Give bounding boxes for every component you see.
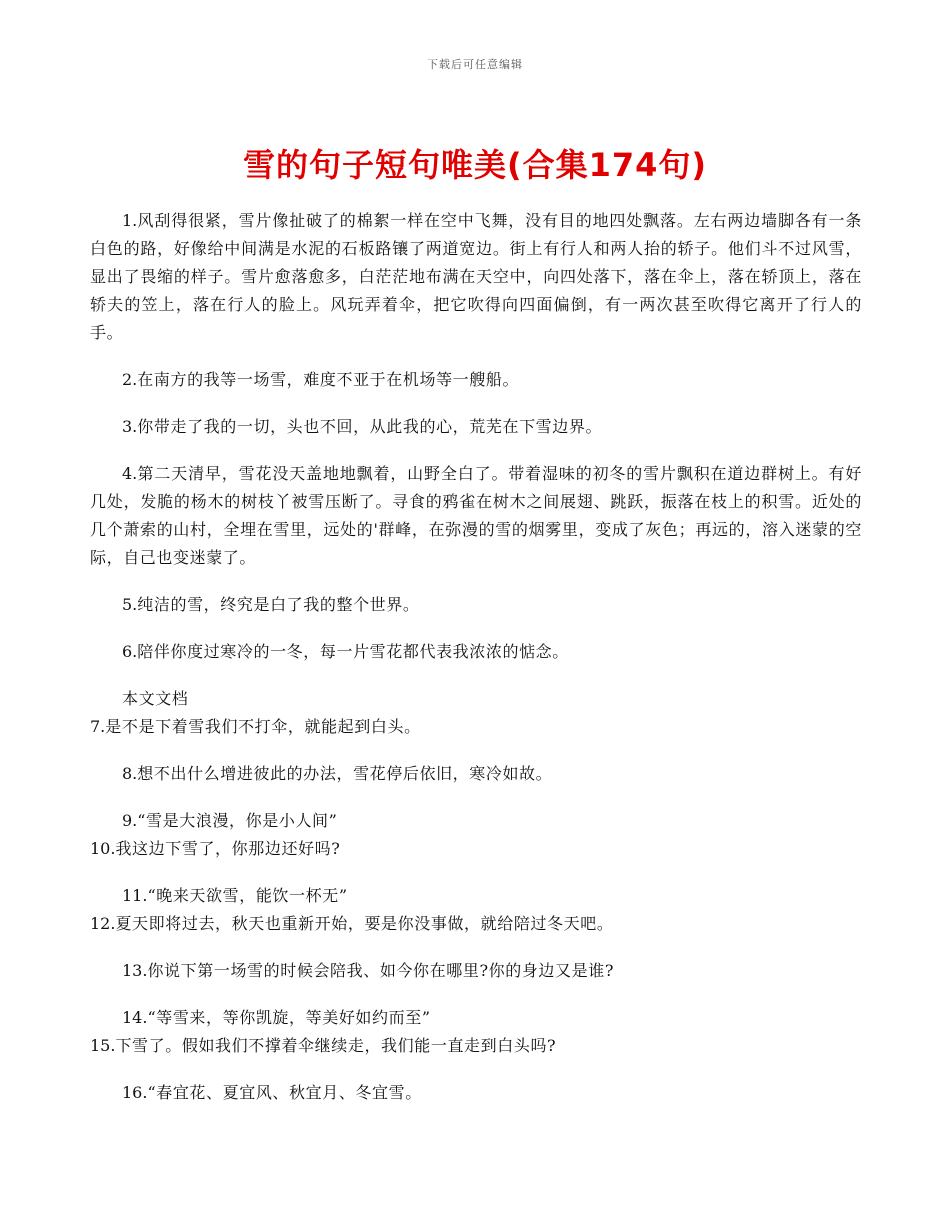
item-text: “等雪来，等你凯旋，等美好如约而至” (147, 1008, 431, 1027)
list-item (90, 413, 862, 441)
header-note: 下载后可任意编辑 (427, 58, 523, 71)
item-number: 4. (122, 464, 138, 483)
item-text: 想不出什么增进彼此的办法，雪花停后依旧，寒冷如故。 (137, 764, 553, 783)
list-item (90, 1079, 862, 1107)
item-number: 10. (90, 839, 116, 858)
item-text: 本文文档 (122, 689, 189, 708)
item-number: 15. (90, 1036, 116, 1055)
item-number: 11. (122, 886, 148, 905)
item-number: 13. (122, 961, 148, 980)
item-number: 1. (122, 211, 138, 230)
list-item (90, 807, 862, 835)
page-title: 雪的句子短句唯美(合集174句) (242, 146, 708, 184)
item-text: “晚来天欲雪，能饮一杯无” (147, 886, 348, 905)
list-item (90, 591, 862, 619)
item-text: “雪是大浪漫，你是小人间” (137, 811, 338, 830)
list-item (90, 460, 862, 572)
item-number: 8. (122, 764, 138, 783)
item-text: 下雪了。假如我们不撑着伞继续走，我们能一直走到白头吗? (115, 1036, 557, 1055)
item-number: 5. (122, 595, 138, 614)
list-item (90, 1032, 862, 1060)
item-text: 陪伴你度过寒冷的一冬，每一片雪花都代表我浓浓的惦念。 (137, 642, 569, 661)
item-text: 纯洁的雪，终究是白了我的整个世界。 (137, 595, 420, 614)
list-item (90, 957, 862, 985)
list-item (90, 207, 862, 347)
item-text: 夏天即将过去，秋天也重新开始，要是你没事做，就给陪过冬天吧。 (115, 914, 614, 933)
list-item (90, 882, 862, 910)
item-number: 12. (90, 914, 116, 933)
list-item (90, 910, 862, 938)
item-number: 3. (122, 417, 138, 436)
list-item (90, 638, 862, 666)
item-text: 在南方的我等一场雪，难度不亚于在机场等一艘船。 (137, 370, 520, 389)
item-number: 2. (122, 370, 138, 389)
item-text: 风刮得很紧，雪片像扯破了的棉絮一样在空中飞舞，没有目的地四处飘落。左右两边墙脚各有一条白色的路，好像给中间满是水泥的石板路镶了两道宽边。街上有行人和两人抬的轿子。他们斗不过风雪，显出了畏缩的样子。雪片愈落愈多，白茫茫地布满在天空中，向四处落下，落在伞上，落在轿顶上，落在轿夫的笠上，落在行人的脸上。风玩弄着伞，把它吹得向四面偏倒，有一两次甚至吹得它离开了行人的手。 (90, 211, 862, 342)
item-number: 7. (90, 717, 106, 736)
document-body (90, 207, 862, 1126)
list-item (90, 713, 862, 741)
list-item (90, 1004, 862, 1032)
item-text: “春宜花、夏宜风、秋宜月、冬宜雪。 (147, 1083, 422, 1102)
item-text: 你说下第一场雪的时候会陪我、如今你在哪里?你的身边又是谁? (147, 961, 615, 980)
item-text: 是不是下着雪我们不打伞，就能起到白头。 (105, 717, 421, 736)
list-item (90, 835, 862, 863)
item-number: 14. (122, 1008, 148, 1027)
item-text: 我这边下雪了，你那边还好吗? (115, 839, 341, 858)
item-number: 9. (122, 811, 138, 830)
item-number: 6. (122, 642, 138, 661)
item-text: 你带走了我的一切，头也不回，从此我的心，荒芜在下雪边界。 (137, 417, 603, 436)
item-text: 第二天清早，雪花没天盖地地飘着，山野全白了。带着湿味的初冬的雪片飘积在道边群树上。有好几处，发脆的杨木的树枝丫被雪压断了。寻食的鸦雀在树木之间展翅、跳跃，振落在枝上的积雪。近处的几个萧索的山村，全埋在雪里，远处的'群峰，在弥漫的雪的烟雾里，变成了灰色；再远的，溶入迷蒙的空际，自己也变迷蒙了。 (90, 464, 862, 567)
list-item (90, 366, 862, 394)
item-number: 16. (122, 1083, 148, 1102)
document-label (90, 685, 862, 713)
list-item (90, 760, 862, 788)
